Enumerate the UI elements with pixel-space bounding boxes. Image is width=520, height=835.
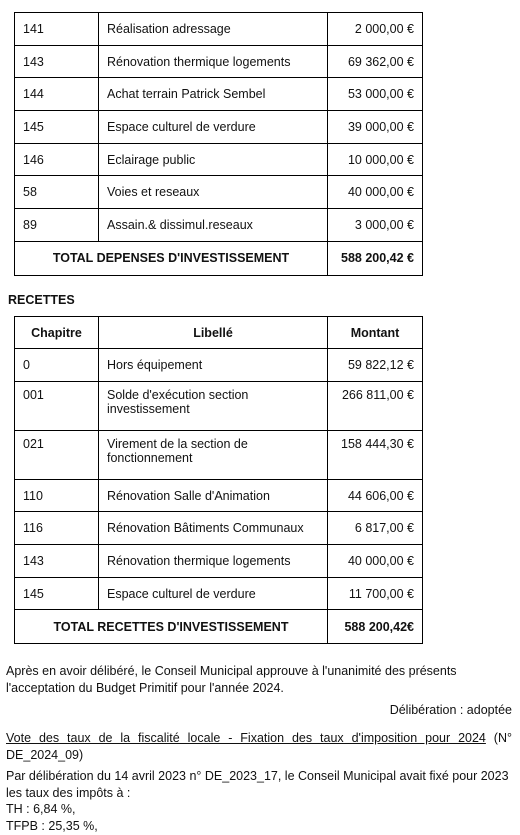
total-value: 588 200,42 € bbox=[328, 241, 423, 275]
chapitre-cell: 0 bbox=[15, 349, 99, 382]
chapitre-cell: 145 bbox=[15, 111, 99, 144]
libelle-cell: Espace culturel de verdure bbox=[99, 111, 328, 144]
libelle-cell: Rénovation thermique logements bbox=[99, 545, 328, 578]
total-label: TOTAL RECETTES D'INVESTISSEMENT bbox=[15, 610, 328, 644]
chapitre-cell: 146 bbox=[15, 143, 99, 176]
column-header-chapitre: Chapitre bbox=[15, 317, 99, 349]
montant-cell: 2 000,00 € bbox=[328, 13, 423, 46]
montant-cell: 40 000,00 € bbox=[328, 545, 423, 578]
vote-title-paragraph bbox=[6, 730, 512, 763]
total-label: TOTAL DEPENSES D'INVESTISSEMENT bbox=[15, 241, 328, 275]
table-row bbox=[15, 176, 423, 209]
montant-cell: 10 000,00 € bbox=[328, 143, 423, 176]
montant-cell: 158 444,30 € bbox=[328, 430, 423, 479]
libelle-cell: Voies et reseaux bbox=[99, 176, 328, 209]
table-row bbox=[15, 111, 423, 144]
table-row bbox=[15, 577, 423, 610]
column-header-libelle: Libellé bbox=[99, 317, 328, 349]
deliberation-status: Délibération : adoptée bbox=[389, 703, 512, 717]
total-row bbox=[15, 610, 423, 644]
table-row bbox=[15, 143, 423, 176]
table-row bbox=[15, 349, 423, 382]
table-row bbox=[15, 45, 423, 78]
approval-paragraph: Après en avoir délibéré, le Conseil Municipal approuve à l'unanimité des présents l'acceptation du Budget Primitif pour l'année 2024. bbox=[6, 664, 457, 695]
libelle-cell: Réalisation adressage bbox=[99, 13, 328, 46]
table-row bbox=[15, 512, 423, 545]
table-header-row bbox=[15, 317, 423, 349]
table-row bbox=[15, 545, 423, 578]
table-row bbox=[15, 381, 423, 430]
montant-cell: 40 000,00 € bbox=[328, 176, 423, 209]
libelle-cell: Rénovation Salle d'Animation bbox=[99, 479, 328, 512]
chapitre-cell: 89 bbox=[15, 209, 99, 242]
table-row bbox=[15, 78, 423, 111]
table-row bbox=[15, 479, 423, 512]
chapitre-cell: 144 bbox=[15, 78, 99, 111]
chapitre-cell: 143 bbox=[15, 545, 99, 578]
table-row bbox=[15, 209, 423, 242]
libelle-cell: Hors équipement bbox=[99, 349, 328, 382]
vote-title: Vote des taux de la fiscalité locale - Fixation des taux d'imposition pour 2024 bbox=[6, 731, 486, 745]
montant-cell: 266 811,00 € bbox=[328, 381, 423, 430]
vote-reference: (N° DE_2024_09) bbox=[6, 731, 512, 762]
chapitre-cell: 143 bbox=[15, 45, 99, 78]
montant-cell: 39 000,00 € bbox=[328, 111, 423, 144]
montant-cell: 69 362,00 € bbox=[328, 45, 423, 78]
total-value: 588 200,42€ bbox=[328, 610, 423, 644]
section-heading: RECETTES bbox=[8, 293, 75, 307]
body-paragraph bbox=[6, 768, 512, 834]
chapitre-cell: 58 bbox=[15, 176, 99, 209]
chapitre-cell: 116 bbox=[15, 512, 99, 545]
recettes-table bbox=[14, 316, 423, 644]
chapitre-cell: 001 bbox=[15, 381, 99, 430]
column-header-montant: Montant bbox=[328, 317, 423, 349]
table-row bbox=[15, 13, 423, 46]
libelle-cell: Assain.& dissimul.reseaux bbox=[99, 209, 328, 242]
chapitre-cell: 141 bbox=[15, 13, 99, 46]
total-row bbox=[15, 241, 423, 275]
tfpb-rate: TFPB : 25,35 %, bbox=[6, 818, 98, 833]
montant-cell: 53 000,00 € bbox=[328, 78, 423, 111]
chapitre-cell: 145 bbox=[15, 577, 99, 610]
montant-cell: 44 606,00 € bbox=[328, 479, 423, 512]
montant-cell: 59 822,12 € bbox=[328, 349, 423, 382]
libelle-cell: Achat terrain Patrick Sembel bbox=[99, 78, 328, 111]
libelle-cell: Espace culturel de verdure bbox=[99, 577, 328, 610]
montant-cell: 11 700,00 € bbox=[328, 577, 423, 610]
expenses-table bbox=[14, 12, 423, 276]
libelle-cell: Eclairage public bbox=[99, 143, 328, 176]
libelle-cell: Rénovation thermique logements bbox=[99, 45, 328, 78]
libelle-cell: Rénovation Bâtiments Communaux bbox=[99, 512, 328, 545]
chapitre-cell: 110 bbox=[15, 479, 99, 512]
montant-cell: 6 817,00 € bbox=[328, 512, 423, 545]
libelle-cell: Solde d'exécution section investissement bbox=[99, 381, 328, 430]
montant-cell: 3 000,00 € bbox=[328, 209, 423, 242]
chapitre-cell: 021 bbox=[15, 430, 99, 479]
th-rate: TH : 6,84 %, bbox=[6, 802, 76, 816]
deliberation-text: Par délibération du 14 avril 2023 n° DE_2023_17, le Conseil Municipal avait fixé pour 2023 les taux des impôts à : bbox=[6, 769, 509, 800]
table-row bbox=[15, 430, 423, 479]
libelle-cell: Virement de la section de fonctionnement bbox=[99, 430, 328, 479]
